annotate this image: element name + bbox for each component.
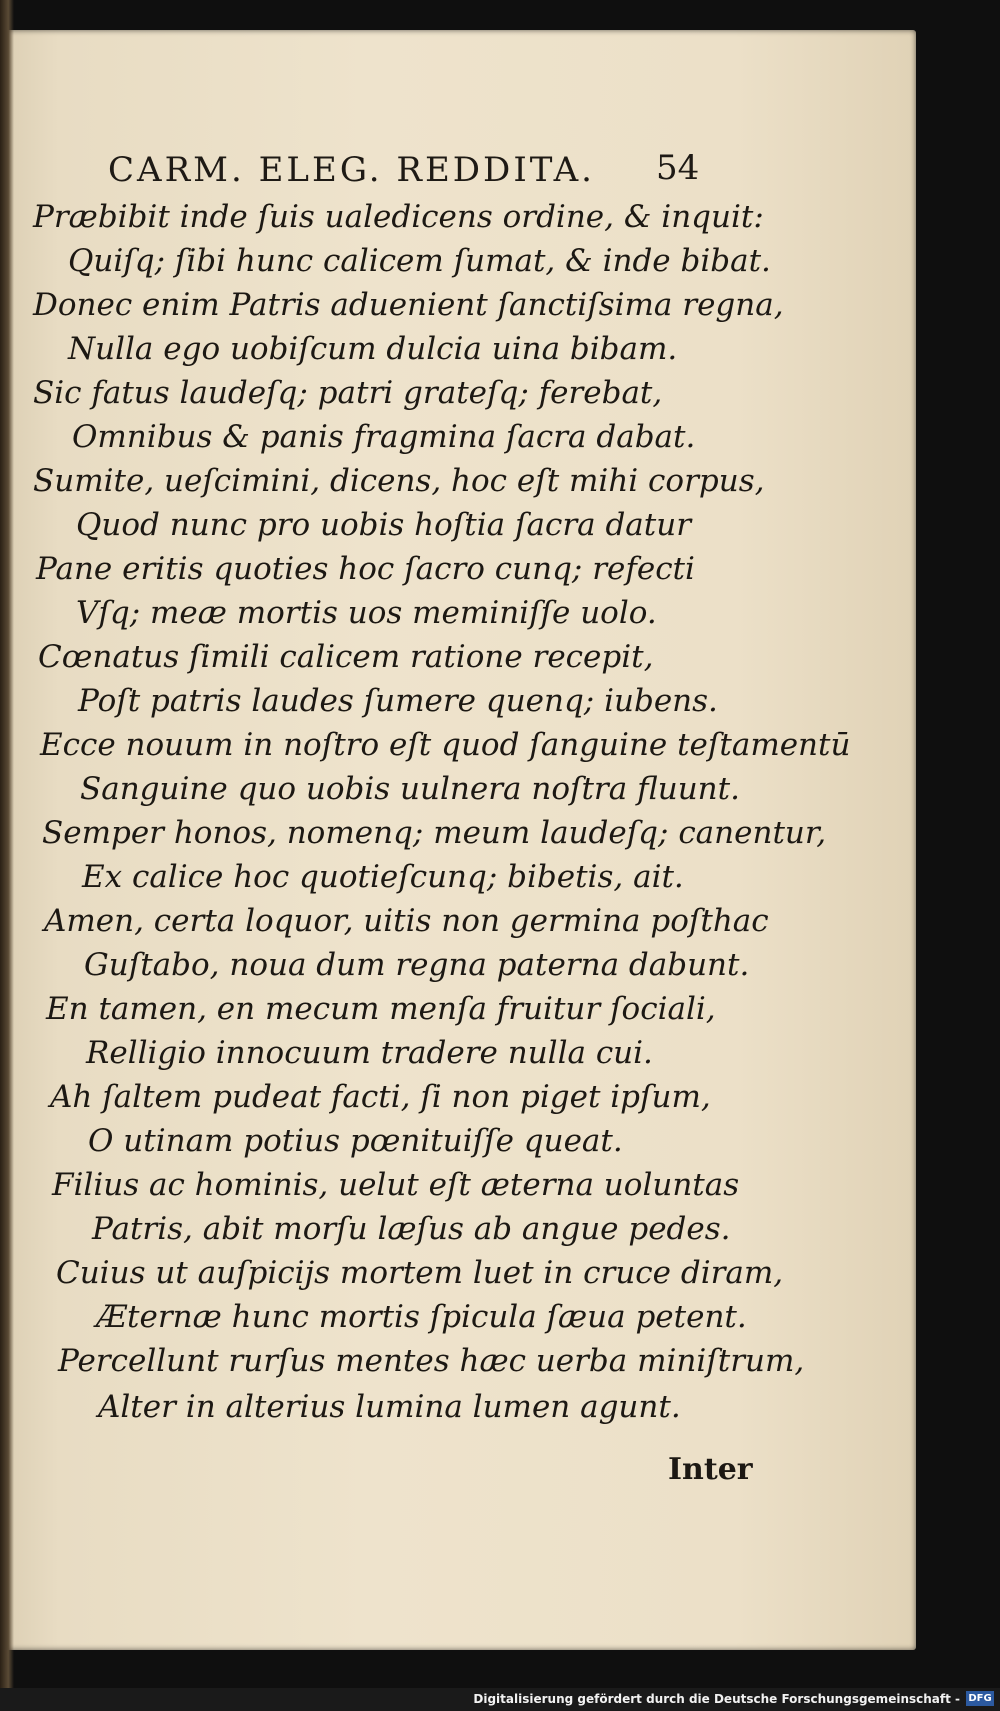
dfg-logo-icon: DFG bbox=[966, 1691, 994, 1706]
verse-line: Poſt patris laudes ſumere quenq; iubens. bbox=[78, 683, 718, 719]
verse-line: Æternæ hunc mortis ſpicula ſæua petent. bbox=[96, 1299, 747, 1335]
verse-line: Præbibit inde ſuis ualedicens ordine, & inquit: bbox=[33, 199, 764, 235]
verse-line: Donec enim Patris aduenient ſanctiſsima regna, bbox=[33, 287, 784, 323]
verse-line: Quod nunc pro uobis hoſtia ſacra datur bbox=[76, 507, 692, 543]
verse-line: Amen, certa loquor, uitis non germina poſthac bbox=[44, 903, 769, 939]
verse-line: Filius ac hominis, uelut eſt æterna uoluntas bbox=[52, 1167, 740, 1203]
verse-line: Nulla ego uobiſcum dulcia uina bibam. bbox=[68, 331, 678, 367]
verse-line: Semper honos, nomenq; meum laudeſq; canentur, bbox=[42, 815, 827, 851]
footer-credit: Digitalisierung gefördert durch die Deutsche Forschungsgemeinschaft - bbox=[473, 1692, 960, 1706]
verse-line: Sumite, ueſcimini, dicens, hoc eſt mihi corpus, bbox=[33, 463, 765, 499]
verse-line: Quiſq; ſibi hunc calicem ſumat, & inde bibat. bbox=[68, 243, 771, 279]
verse-line: Alter in alterius lumina lumen agunt. bbox=[98, 1389, 681, 1425]
verse-line: Cœnatus ſimili calicem ratione recepit, bbox=[38, 639, 654, 675]
verse-line: Ah ſaltem pudeat facti, ſi non piget ipſum, bbox=[50, 1079, 711, 1115]
verse-line: Ex calice hoc quotieſcunq; bibetis, ait. bbox=[82, 859, 684, 895]
verse-line: Relligio innocuum tradere nulla cui. bbox=[86, 1035, 653, 1071]
verse-line: Sic fatus laudeſq; patri grateſq; ferebat, bbox=[33, 375, 663, 411]
verse-line: O utinam potius pœnituiſſe queat. bbox=[88, 1123, 623, 1159]
catchword: Inter bbox=[668, 1452, 753, 1487]
verse-line: Ecce nouum in noſtro eſt quod ſanguine teſtamentū bbox=[40, 727, 851, 763]
page-binding-edge bbox=[0, 0, 14, 1711]
verse-line: Cuius ut auſpicijs mortem luet in cruce diram, bbox=[56, 1255, 784, 1291]
page-number: 54 bbox=[656, 148, 700, 188]
verse-line: En tamen, en mecum menſa fruitur ſociali, bbox=[46, 991, 716, 1027]
verse-line: Pane eritis quoties hoc ſacro cunq; refecti bbox=[36, 551, 695, 587]
verse-line: Vſq; meæ mortis uos meminiſſe uolo. bbox=[76, 595, 657, 631]
running-head: CARM. ELEG. REDDITA. bbox=[108, 150, 595, 190]
verse-line: Omnibus & panis fragmina ſacra dabat. bbox=[72, 419, 696, 455]
verse-line: Guſtabo, noua dum regna paterna dabunt. bbox=[84, 947, 750, 983]
verse-line: Percellunt rurſus mentes hæc uerba miniſtrum, bbox=[58, 1343, 805, 1379]
verse-line: Sanguine quo uobis uulnera noſtra fluunt. bbox=[80, 771, 740, 807]
verse-line: Patris, abit morſu læſus ab angue pedes. bbox=[92, 1211, 731, 1247]
